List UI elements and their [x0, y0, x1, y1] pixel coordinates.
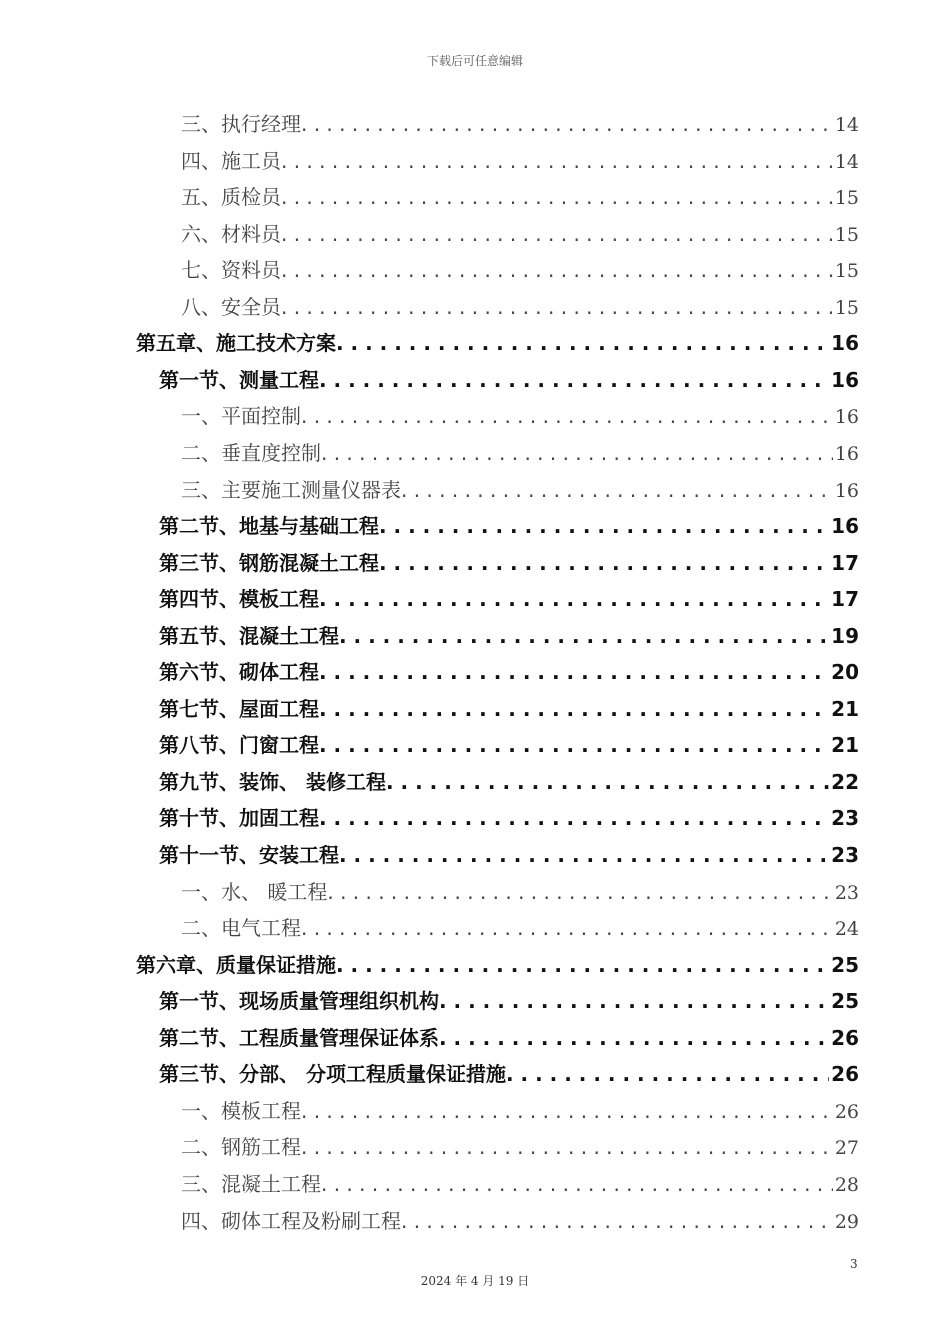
- toc-entry[interactable]: [181, 216, 859, 252]
- toc-entry-number: 八、: [181, 294, 221, 319]
- toc-entry-page: 23: [831, 843, 859, 867]
- toc-entry[interactable]: [181, 289, 859, 325]
- toc-dot-leader: [319, 691, 829, 727]
- toc-entry[interactable]: [159, 837, 859, 873]
- toc-dot-leader: [319, 581, 829, 617]
- toc-entry-number: 第十一节、: [159, 843, 259, 867]
- toc-dot-leader: [281, 179, 833, 215]
- toc-entry-number: 第三节、: [159, 550, 239, 575]
- toc-dot-leader: [301, 910, 833, 946]
- toc-entry[interactable]: [159, 1020, 859, 1056]
- toc-entry[interactable]: [181, 1129, 859, 1165]
- toc-entry-title: 现场质量管理组织机构: [239, 989, 439, 1014]
- toc-entry[interactable]: [159, 727, 859, 763]
- toc-entry[interactable]: [181, 179, 859, 215]
- toc-entry-title: 模板工程: [239, 587, 319, 612]
- toc-entry[interactable]: [181, 1093, 859, 1129]
- toc-dot-leader: [301, 1093, 833, 1129]
- toc-entry-number: 一、: [181, 1098, 221, 1123]
- toc-entry-page: 21: [831, 733, 859, 758]
- toc-entry[interactable]: [181, 106, 859, 142]
- toc-entry-number: 第五章、: [136, 331, 216, 356]
- toc-entry-number: 第八节、: [159, 733, 239, 758]
- toc-dot-leader: [319, 800, 829, 836]
- toc-entry-number: 五、: [181, 185, 221, 210]
- toc-entry[interactable]: [181, 874, 859, 910]
- toc-entry-number: 第十节、: [159, 806, 239, 831]
- toc-dot-leader: [339, 837, 829, 873]
- toc-dot-leader: [386, 764, 829, 800]
- toc-dot-leader: [281, 289, 833, 325]
- toc-entry-title: 钢筋混凝土工程: [239, 550, 379, 575]
- toc-entry[interactable]: [136, 947, 859, 983]
- toc-entry-page: 17: [831, 587, 859, 612]
- toc-entry-title: 砌体工程: [239, 660, 319, 685]
- toc-entry[interactable]: [159, 618, 859, 654]
- toc-entry-title: 模板工程: [221, 1098, 301, 1123]
- toc-dot-leader: [336, 947, 829, 983]
- toc-dot-leader: [336, 325, 829, 361]
- toc-entry-page: 19: [831, 623, 859, 648]
- toc-entry-title: 工程质量管理保证体系: [239, 1025, 439, 1050]
- page-number: 3: [850, 1257, 858, 1271]
- page-footer-date: 2024 年 4 月 19 日: [420, 1274, 530, 1288]
- toc-entry[interactable]: [159, 581, 859, 617]
- page-header: 下载后可任意编辑: [426, 54, 523, 68]
- toc-entry-title: 水、 暖工程: [221, 879, 328, 904]
- toc-entry-page: 16: [831, 367, 859, 392]
- toc-entry-number: 四、: [181, 148, 221, 173]
- toc-entry-page: 26: [834, 1100, 859, 1123]
- toc-entry-title: 安全员: [221, 294, 281, 319]
- toc-entry-title: 主要施工测量仪器表: [221, 477, 401, 502]
- toc-entry-page: 16: [831, 514, 859, 539]
- toc-entry-page: 26: [831, 1062, 859, 1087]
- toc-entry-page: 22: [831, 769, 859, 794]
- toc-entry-title: 资料员: [221, 258, 281, 283]
- toc-entry-page: 16: [834, 479, 859, 502]
- toc-dot-leader: [301, 1129, 833, 1165]
- toc-entry-number: 一、: [181, 404, 221, 429]
- toc-entry[interactable]: [181, 143, 859, 179]
- toc-entry-page: 29: [834, 1210, 859, 1233]
- toc-entry-page: 17: [831, 550, 859, 575]
- toc-dot-leader: [401, 1203, 833, 1239]
- toc-entry-page: 27: [834, 1137, 859, 1160]
- toc-entry-number: 第五节、: [159, 623, 239, 648]
- toc-entry-title: 执行经理: [221, 112, 301, 136]
- toc-entry-page: 21: [831, 696, 859, 721]
- toc-entry-page: 28: [834, 1173, 859, 1196]
- toc-dot-leader: [321, 435, 833, 471]
- toc-entry-number: 六、: [181, 221, 221, 246]
- toc-entry[interactable]: [159, 654, 859, 690]
- toc-dot-leader: [379, 508, 829, 544]
- toc-entry-page: 15: [834, 223, 859, 246]
- toc-entry-number: 第二节、: [159, 514, 239, 539]
- toc-entry[interactable]: [159, 800, 859, 836]
- toc-entry[interactable]: [181, 1203, 859, 1239]
- toc-dot-leader: [301, 106, 833, 142]
- toc-entry-page: 15: [834, 187, 859, 210]
- toc-entry-title: 安装工程: [259, 843, 339, 867]
- toc-dot-leader: [319, 362, 829, 398]
- toc-entry-page: 25: [831, 952, 859, 977]
- toc-entry-number: 第六章、: [136, 952, 216, 977]
- toc-dot-leader: [319, 727, 829, 763]
- toc-entry[interactable]: [159, 362, 859, 398]
- toc-entry-page: 15: [834, 260, 859, 283]
- toc-entry-page: 23: [834, 881, 859, 904]
- toc-dot-leader: [379, 545, 829, 581]
- toc-entry[interactable]: [159, 545, 859, 581]
- toc-entry[interactable]: [181, 252, 859, 288]
- toc-entry-number: 第三节、: [159, 1062, 239, 1087]
- toc-entry-page: 23: [831, 806, 859, 831]
- toc-dot-leader: [439, 1020, 829, 1056]
- toc-entry[interactable]: [159, 508, 859, 544]
- toc-entry-page: 20: [831, 660, 859, 685]
- toc-dot-leader: [339, 618, 829, 654]
- toc-entry[interactable]: [181, 435, 859, 471]
- toc-dot-leader: [281, 216, 833, 252]
- toc-dot-leader: [439, 983, 829, 1019]
- toc-entry-title: 钢筋工程: [221, 1135, 301, 1160]
- toc-entry-page: 24: [834, 918, 859, 941]
- toc-entry-number: 第四节、: [159, 587, 239, 612]
- toc-entry-page: 25: [831, 989, 859, 1014]
- toc-entry-number: 二、: [181, 440, 221, 465]
- toc-entry-title: 施工员: [221, 148, 281, 173]
- toc-entry-title: 质检员: [221, 185, 281, 210]
- toc-entry-number: 第一节、: [159, 367, 239, 392]
- toc-entry-title: 砌体工程及粉刷工程: [221, 1208, 401, 1233]
- toc-entry-title: 门窗工程: [239, 733, 319, 758]
- toc-entry-title: 施工技术方案: [216, 331, 336, 356]
- toc-entry-page: 16: [834, 442, 859, 465]
- toc-entry-number: 第一节、: [159, 989, 239, 1014]
- toc-dot-leader: [327, 874, 832, 910]
- toc-entry[interactable]: [136, 325, 859, 361]
- toc-entry-page: 16: [831, 331, 859, 356]
- toc-entry[interactable]: [159, 764, 859, 800]
- toc-entry-number: 三、: [181, 112, 221, 136]
- toc-entry-title: 质量保证措施: [216, 952, 336, 977]
- toc-entry-number: 七、: [181, 258, 221, 283]
- toc-entry[interactable]: [181, 910, 859, 946]
- toc-entry-title: 垂直度控制: [221, 440, 321, 465]
- toc-entry-title: 屋面工程: [239, 696, 319, 721]
- toc-dot-leader: [301, 398, 833, 434]
- toc-entry-title: 加固工程: [239, 806, 319, 831]
- toc-entry-page: 26: [831, 1025, 859, 1050]
- toc-dot-leader: [281, 252, 833, 288]
- toc-entry-title: 分部、 分项工程质量保证措施: [239, 1062, 506, 1087]
- toc-dot-leader: [281, 143, 833, 179]
- toc-entry-number: 第七节、: [159, 696, 239, 721]
- toc-entry-number: 四、: [181, 1208, 221, 1233]
- toc-dot-leader: [321, 1166, 833, 1202]
- toc-entry-number: 二、: [181, 916, 221, 941]
- toc-entry-number: 第二节、: [159, 1025, 239, 1050]
- toc-entry-page: 14: [834, 114, 859, 136]
- toc-entry-title: 混凝土工程: [239, 623, 339, 648]
- toc-dot-leader: [506, 1056, 829, 1092]
- toc-entry[interactable]: [159, 691, 859, 727]
- toc-entry[interactable]: [181, 398, 859, 434]
- toc-entry-page: 14: [834, 150, 859, 173]
- toc-entry-number: 三、: [181, 1171, 221, 1196]
- toc-entry-page: 16: [834, 406, 859, 429]
- toc-entry[interactable]: [181, 472, 859, 508]
- toc-entry-number: 二、: [181, 1135, 221, 1160]
- toc-entry[interactable]: [159, 983, 859, 1019]
- toc-entry-number: 第九节、: [159, 769, 239, 794]
- toc-entry-title: 测量工程: [239, 367, 319, 392]
- toc-entry-number: 一、: [181, 879, 221, 904]
- toc-entry-title: 电气工程: [221, 916, 301, 941]
- toc-dot-leader: [319, 654, 829, 690]
- toc-entry[interactable]: [159, 1056, 859, 1092]
- toc-entry-title: 装饰、 装修工程: [239, 769, 386, 794]
- toc-entry-title: 平面控制: [221, 404, 301, 429]
- toc-entry-title: 地基与基础工程: [239, 514, 379, 539]
- toc-entry-title: 材料员: [221, 221, 281, 246]
- toc-dot-leader: [401, 472, 833, 508]
- toc-entry-page: 15: [834, 296, 859, 319]
- toc-entry-title: 混凝土工程: [221, 1171, 321, 1196]
- toc-entry-number: 三、: [181, 477, 221, 502]
- toc-entry[interactable]: [181, 1166, 859, 1202]
- toc-entry-number: 第六节、: [159, 660, 239, 685]
